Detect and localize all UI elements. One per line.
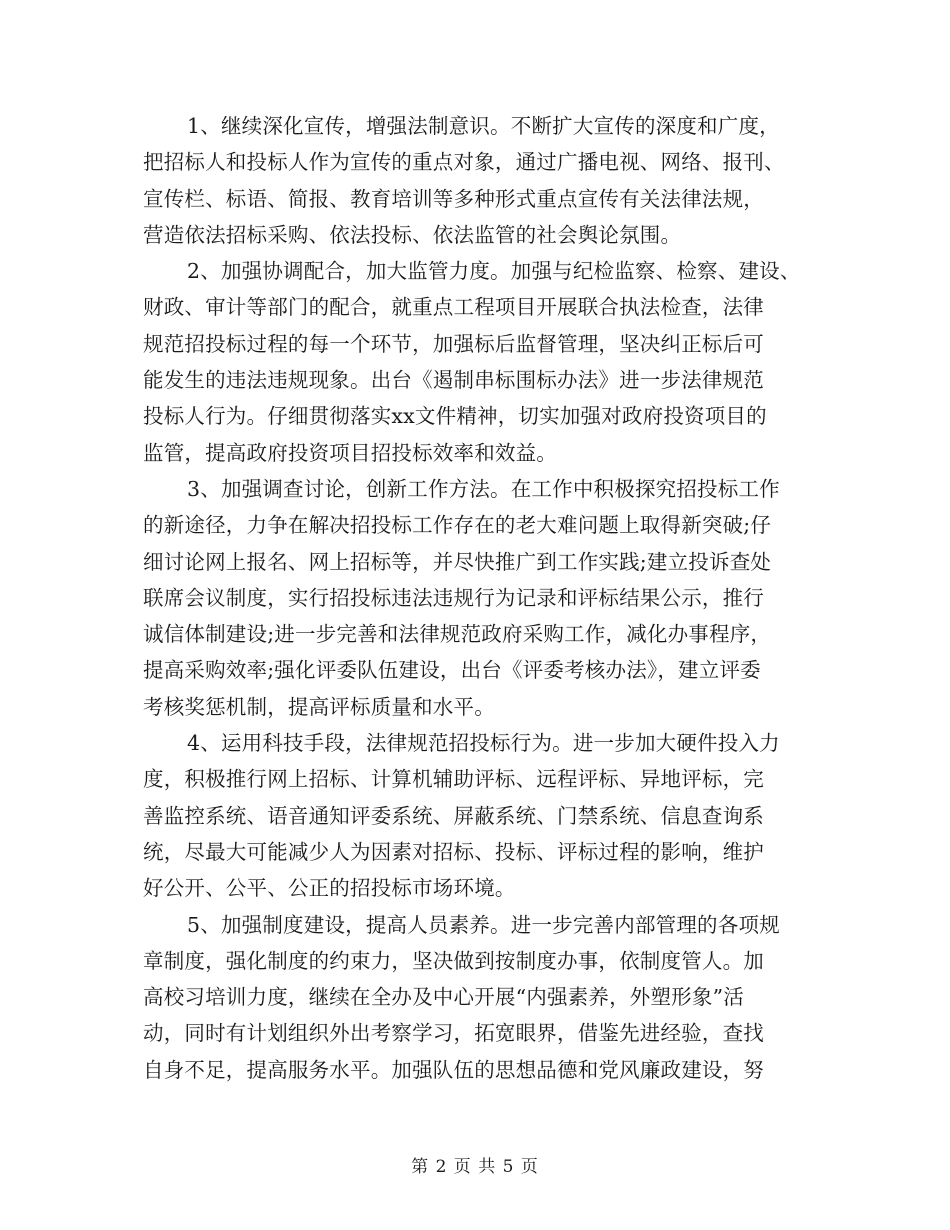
paragraph-line: 诚信体制建设;进一步完善和法律规范政府采购工作，减化办事程序， xyxy=(143,622,772,647)
paragraph-line: 规范招投标过程的每一个环节，加强标后监督管理，坚决纠正标后可 xyxy=(143,331,764,356)
paragraph-line: 章制度，强化制度的约束力，坚决做到按制度办事，依制度管人。加 xyxy=(143,948,764,973)
document-body xyxy=(143,108,833,1088)
paragraph-line: 高校习培训力度，继续在全办及中心开展“内强素养，外塑形象”活 xyxy=(143,985,744,1010)
paragraph-line: 把招标人和投标人作为宣传的重点对象，通过广播电视、网络、报刊、 xyxy=(143,150,785,175)
paragraph-line: 4、运用科技手段，法律规范招投标行为。进一步加大硬件投入力 xyxy=(187,731,780,756)
paragraph-4 xyxy=(143,725,833,906)
paragraph-line: 度，积极推行网上招标、计算机辅助评标、远程评标、异地评标，完 xyxy=(143,767,764,792)
paragraph-line: 好公开、公平、公正的招投标市场环境。 xyxy=(143,876,516,901)
paragraph-line: 动，同时有计划组织外出考察学习，拓宽眼界，借鉴先进经验，查找 xyxy=(143,1021,764,1046)
paragraph-line: 细讨论网上报名、网上招标等，并尽快推广到工作实践;建立投诉查处 xyxy=(143,549,772,574)
paragraph-line: 监管，提高政府投资项目招投标效率和效益。 xyxy=(143,440,557,465)
page-number-footer: 第 2 页 共 5 页 xyxy=(411,1157,539,1177)
paragraph-line: 营造依法招标采购、依法投标、依法监管的社会舆论氛围。 xyxy=(143,222,682,247)
paragraph-line: 联席会议制度，实行招投标违法违规行为记录和评标结果公示，推行 xyxy=(143,585,764,610)
paragraph-line: 2、加强协调配合，加大监管力度。加强与纪检监察、检察、建设、 xyxy=(187,259,801,284)
paragraph-line: 1、继续深化宣传，增强法制意识。不断扩大宣传的深度和广度， xyxy=(187,114,780,138)
paragraph-1 xyxy=(143,108,833,253)
paragraph-line: 5、加强制度建设，提高人员素养。进一步完善内部管理的各项规 xyxy=(187,912,780,937)
paragraph-line: 善监控系统、语音通知评委系统、屏蔽系统、门禁系统、信息查询系 xyxy=(143,803,764,828)
paragraph-line: 自身不足，提高服务水平。加强队伍的思想品德和党风廉政建设，努 xyxy=(143,1057,764,1082)
paragraph-line: 的新途径，力争在解决招投标工作存在的老大难问题上取得新突破;仔 xyxy=(143,513,772,538)
paragraph-line: 宣传栏、标语、简报、教育培训等多种形式重点宣传有关法律法规， xyxy=(143,186,764,211)
paragraph-3 xyxy=(143,471,833,725)
paragraph-line: 财政、审计等部门的配合，就重点工程项目开展联合执法检查，法律 xyxy=(143,295,764,320)
paragraph-2 xyxy=(143,253,833,471)
paragraph-line: 投标人行为。仔细贯彻落实xx文件精神，切实加强对政府投资项目的 xyxy=(143,404,767,429)
paragraph-line: 考核奖惩机制，提高评标质量和水平。 xyxy=(143,694,495,719)
paragraph-line: 能发生的违法违规现象。出台《遏制串标围标办法》进一步法律规范 xyxy=(143,368,764,393)
paragraph-line: 统，尽最大可能减少人为因素对招标、投标、评标过程的影响，维护 xyxy=(143,839,764,864)
paragraph-5 xyxy=(143,907,833,1088)
paragraph-line: 3、加强调查讨论，创新工作方法。在工作中积极探究招投标工作 xyxy=(187,476,780,501)
paragraph-line: 提高采购效率;强化评委队伍建设，出台《评委考核办法》，建立评委 xyxy=(143,658,761,683)
